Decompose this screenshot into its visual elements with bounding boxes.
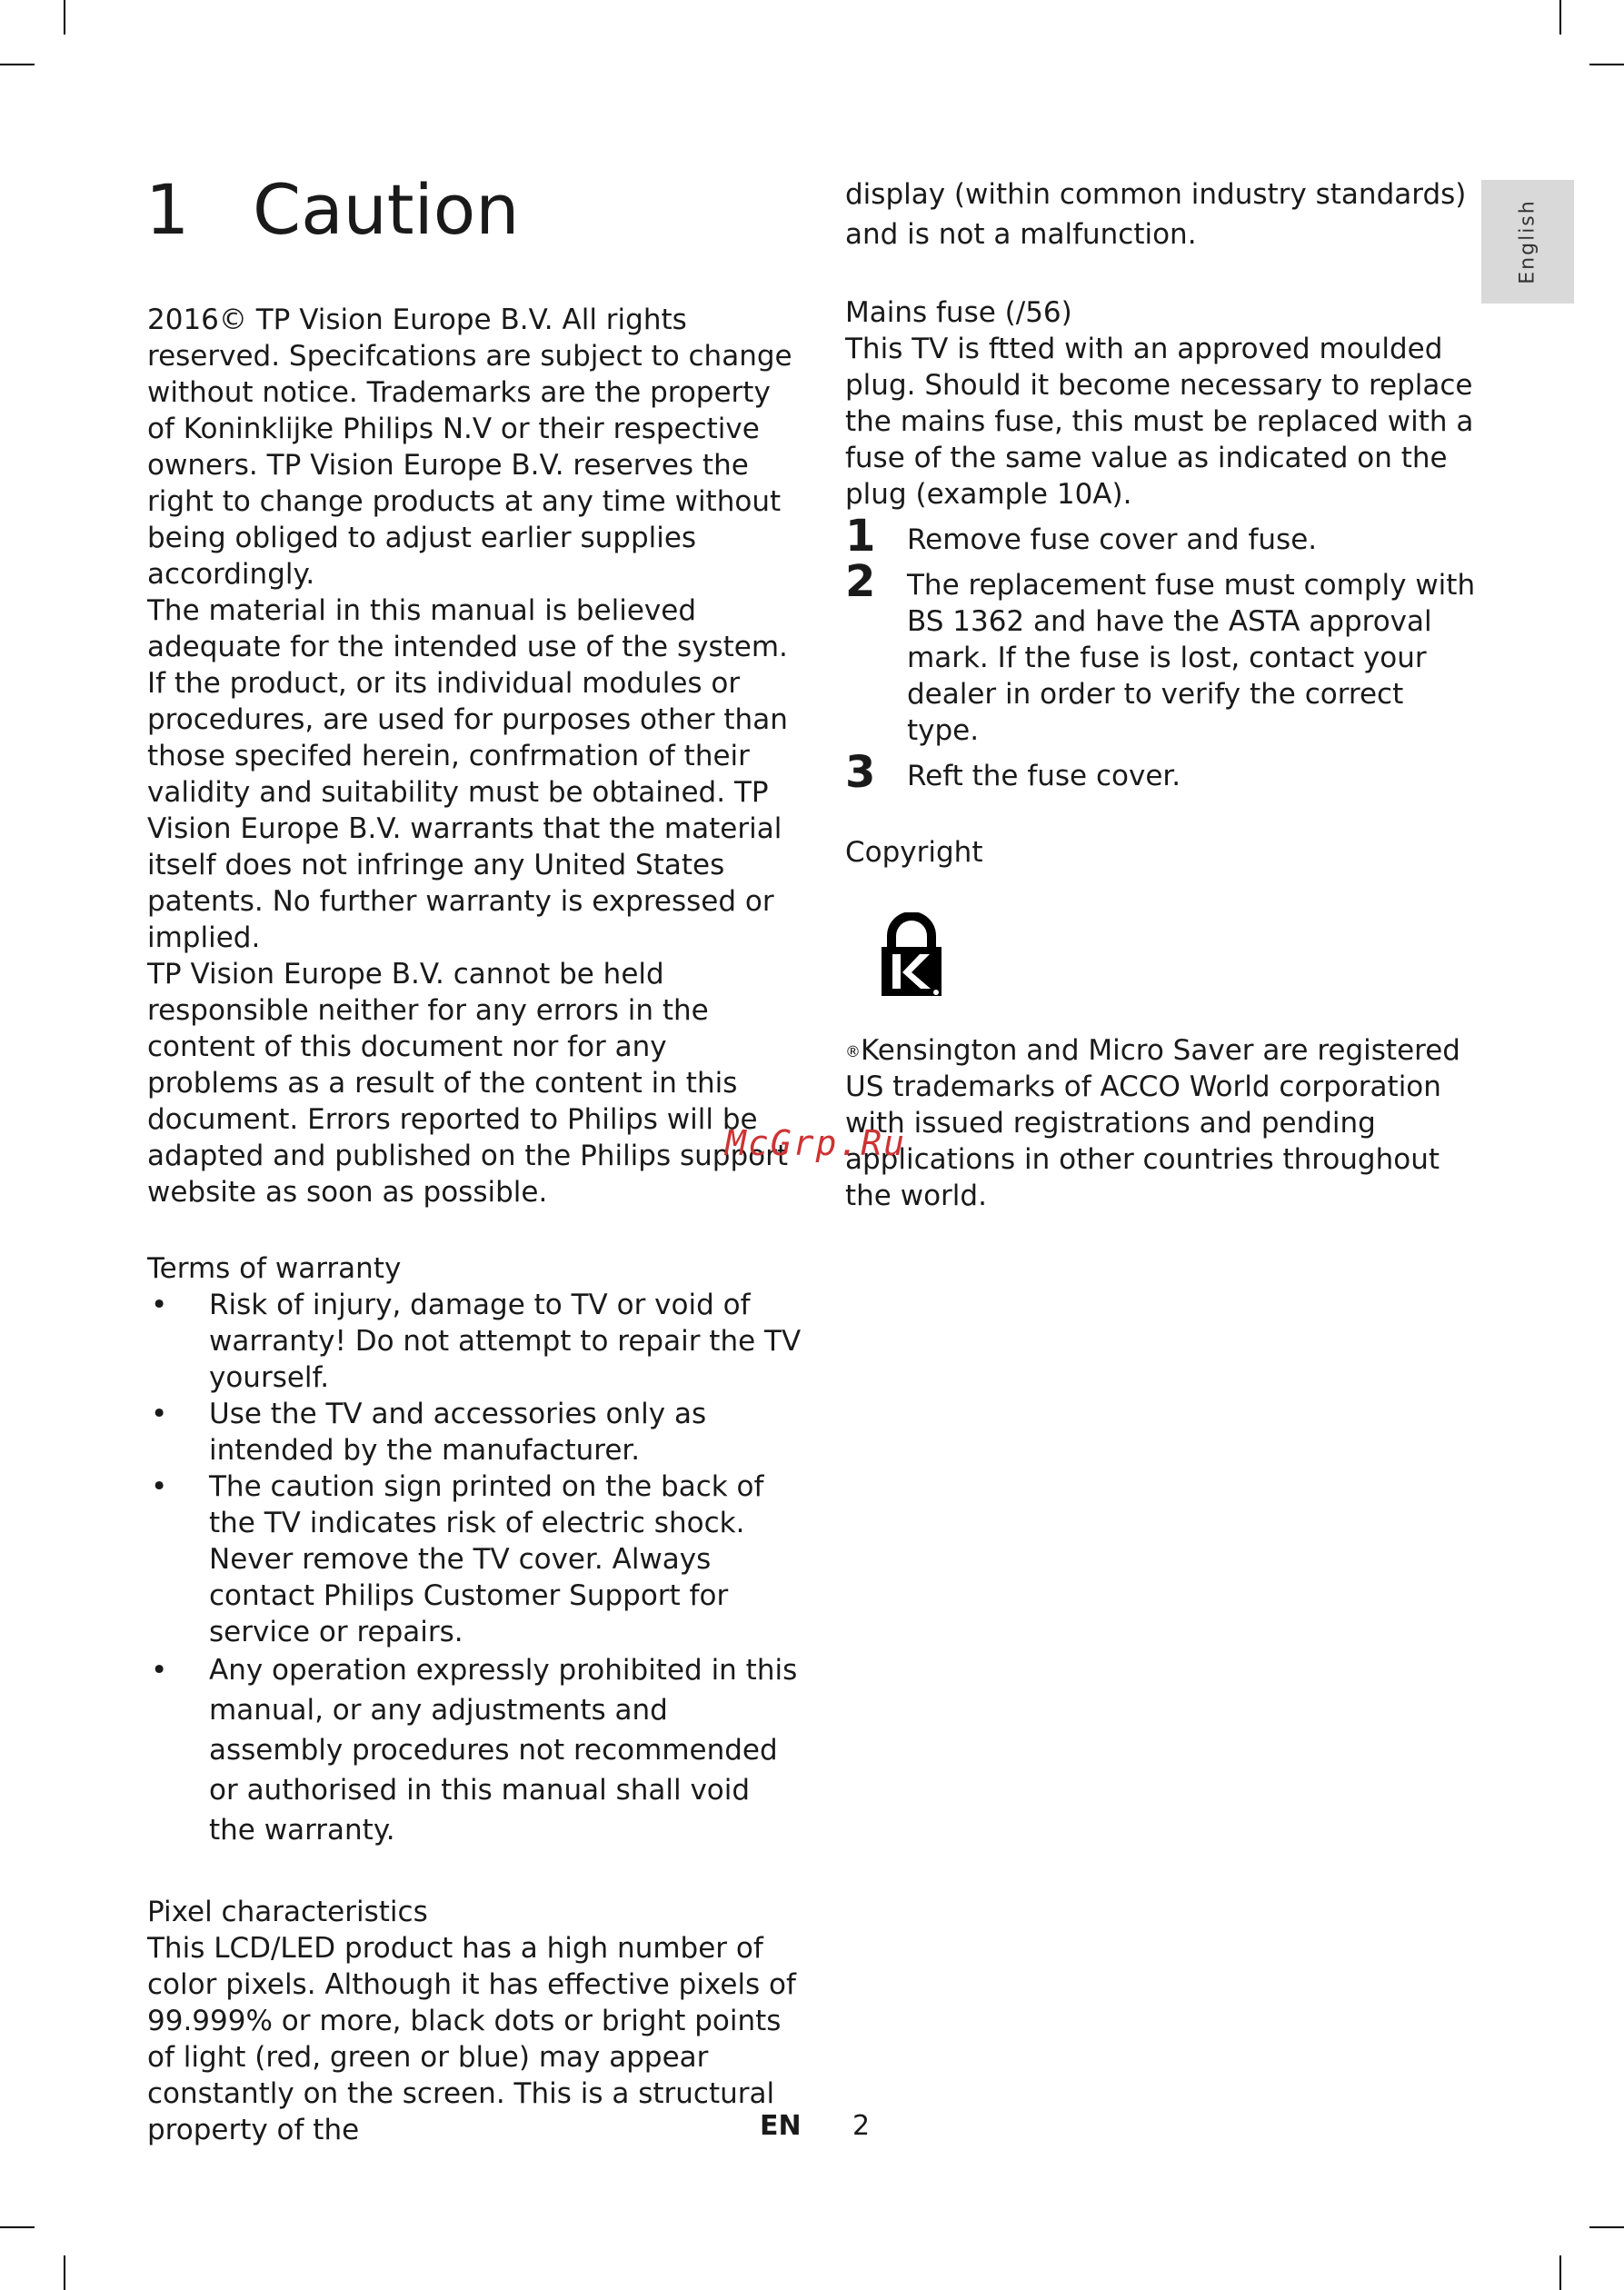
registered-mark: ®	[845, 1043, 861, 1061]
list-item-text: Risk of injury, damage to TV or void of warranty! Do not attempt to repair the TV yourself.	[209, 1289, 802, 1394]
right-column	[845, 174, 1481, 1214]
crop-mark	[64, 0, 65, 35]
step-item	[845, 556, 1481, 749]
footer-language: EN	[760, 2110, 802, 2142]
bullet-icon: •	[151, 1398, 168, 1430]
mains-fuse-heading	[845, 294, 1481, 331]
pixel-paragraph-continued: display (within common industry standards) and is not a malfunction.	[845, 178, 1467, 251]
section-title: Caution	[253, 169, 520, 250]
step-number: 2	[845, 556, 876, 607]
copyright-paragraph	[845, 1032, 1481, 1214]
crop-mark	[1559, 0, 1561, 35]
step-number: 3	[845, 747, 876, 798]
crop-mark	[1559, 2255, 1561, 2290]
step-text: Remove fuse cover and fuse.	[907, 523, 1318, 556]
step-text: The replacement fuse must comply with BS 1362 and have the ASTA approval mark. If the fuse is lost, contact your dealer in order to verify the correct type.	[907, 569, 1476, 747]
crop-mark	[0, 2226, 35, 2228]
copyright-heading: Copyright	[845, 836, 983, 869]
language-tab	[1481, 180, 1574, 304]
list-item-text: Use the TV and accessories only as intended by the manufacturer.	[209, 1398, 707, 1467]
list-item	[147, 1650, 802, 1850]
mains-fuse-paragraph: This TV is ftted with an approved moulded plug. Should it become necessary to replace the mains fuse, this must be replaced with a fuse of the same value as indicated on the plug (example 10A).	[845, 333, 1474, 511]
crop-mark	[1589, 64, 1624, 65]
copyright-text: Kensington and Micro Saver are registered US trademarks of ACCO World corporation with issued registrations and pending applications in other countries throughout the world.	[845, 1034, 1460, 1212]
mains-fuse-title: Mains fuse	[845, 296, 996, 329]
step-text: Reft the fuse cover.	[907, 760, 1181, 792]
kensington-lock-icon	[880, 912, 943, 998]
list-item-text: Any operation expressly prohibited in this manual, or any adjustments and assembly procedures not recommended or authorised in this manual shall void the warranty.	[209, 1654, 798, 1847]
list-item	[147, 1396, 802, 1469]
language-tab-label: English	[1516, 199, 1539, 284]
step-number: 1	[845, 511, 876, 562]
bullet-icon: •	[151, 1470, 168, 1503]
pixel-heading: Pixel characteristics	[147, 1896, 428, 1928]
mains-fuse-suffix: (/56)	[1004, 296, 1072, 329]
watermark: McGrp.Ru	[725, 1123, 907, 1163]
list-item-text: The caution sign printed on the back of the TV indicates risk of electric shock. Never remove the TV cover. Always contact Philips Customer Support for service or repairs.	[209, 1470, 764, 1648]
list-item	[147, 1287, 802, 1396]
intro-paragraph: TP Vision Europe B.V. cannot be held responsible neither for any errors in the content of this document nor for any problems as a result of the content in this document. Errors reported to Philips will be adapted and published on the Philips support website as soon as possible.	[147, 958, 788, 1209]
bullet-icon: •	[151, 1654, 168, 1687]
intro-paragraph: The material in this manual is believed adequate for the intended use of the system. If the product, or its individual modules or procedures, are used for purposes other than those specifed herein, confrmation of their validity and suitability must be obtained. TP Vision Europe B.V. warrants that the material itself does not infringe any United States patents. No further warranty is expressed or implied.	[147, 594, 788, 954]
left-column	[147, 302, 802, 2148]
crop-mark	[0, 64, 35, 65]
step-item	[845, 511, 1481, 562]
list-item	[147, 1469, 802, 1650]
pixel-paragraph: This LCD/LED product has a high number of color pixels. Although it has effective pixels of 99.999% or more, black dots or bright points of light (red, green or blue) may appear constantly on the screen. This is a structural property of the	[147, 1932, 796, 2146]
warranty-list	[147, 1287, 802, 1850]
crop-mark	[1589, 2226, 1624, 2228]
warranty-heading: Terms of warranty	[147, 1252, 402, 1285]
bullet-icon: •	[151, 1289, 168, 1321]
crop-mark	[64, 2255, 65, 2290]
page-title	[145, 169, 519, 251]
section-number: 1	[145, 169, 190, 250]
page-number: 2	[852, 2110, 871, 2142]
intro-paragraph: 2016© TP Vision Europe B.V. All rights reserved. Specifcations are subject to change without notice. Trademarks are the property of Koninklijke Philips N.V or their respective owners. TP Vision Europe B.V. reserves the right to change products at any time without being obliged to adjust earlier supplies accordingly.	[147, 304, 792, 591]
step-item	[845, 747, 1481, 798]
fuse-steps	[845, 511, 1481, 798]
